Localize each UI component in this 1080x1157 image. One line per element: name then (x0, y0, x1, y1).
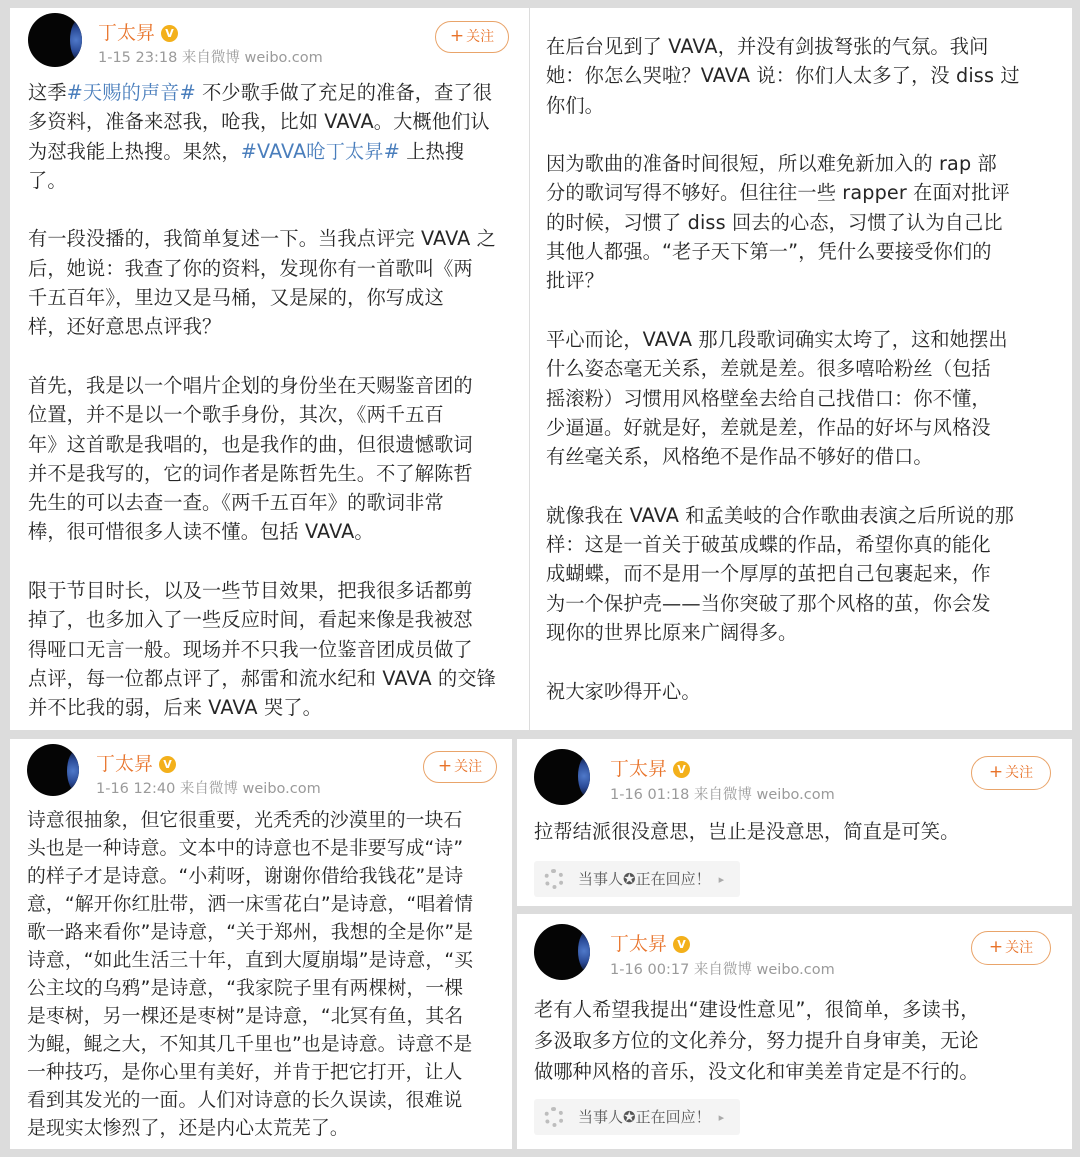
spinner-icon (544, 1107, 564, 1127)
text: 意，“解开你红肚带，洒一床雪花白”是诗意，“唱着情 (27, 894, 474, 915)
paragraph (28, 371, 496, 547)
post-header (517, 914, 1072, 980)
plus-icon: + (437, 756, 453, 776)
text: 样：这是一首关于破茧成蝶的作品，希望你真的能化 (546, 533, 991, 557)
post-card-2 (10, 739, 512, 1149)
text: 位置，并不是以一个歌手身份，其次，《两千五百 (28, 403, 444, 427)
text: 在后台见到了 VAVA，并没有剑拔弩张的气氛。我问 (546, 35, 989, 58)
paragraph (28, 576, 496, 722)
paragraph (546, 501, 1020, 647)
text: 是枣树，另一棵还是枣树”是诗意，“北冥有鱼，其名 (27, 1006, 464, 1027)
post-body (546, 32, 1020, 706)
text: 得哑口无言一般。现场并不只我一位鉴音团成员做了 (28, 637, 473, 661)
text: 有一段没播的，我简单复述一下。当我点评完 VAVA 之 (28, 227, 497, 251)
text: 为怼我能上热搜。果然， (28, 139, 241, 163)
text: 你们。 (546, 93, 605, 117)
text: 其他人都强。“老子天下第一”，凭什么要接受你们的 (546, 240, 992, 264)
paragraph (546, 677, 1020, 706)
avatar[interactable] (28, 13, 82, 67)
verified-badge-icon: V (673, 936, 690, 953)
text: 祝大家吵得开心。 (546, 679, 701, 703)
author-name[interactable] (96, 749, 176, 776)
text: 千五百年》，里边又是马桶，又是屎的，你写成这 (28, 286, 444, 310)
text: 并不是我写的，它的词作者是陈哲先生。不了解陈哲 (28, 461, 473, 485)
post-meta: 1-16 00:17 来自微博 weibo.com (610, 962, 835, 978)
paragraph (27, 807, 473, 1143)
avatar[interactable] (534, 924, 590, 980)
text: 了。 (28, 168, 67, 192)
text: 摇滚粉）习惯用风格壁垒去给自己找借口：你不懂， (546, 386, 991, 410)
post-body (27, 807, 473, 1143)
text: 上热搜 (399, 139, 465, 163)
text: 因为歌曲的准备时间很短，所以难免新加入的 rap 部 (546, 152, 997, 176)
author-name-text: 丁太昇 (610, 933, 668, 955)
post-card-1 (10, 8, 529, 730)
post-meta: 1-16 12:40 来自微博 weibo.com (96, 781, 321, 797)
follow-button[interactable] (971, 931, 1051, 965)
author-name-text: 丁太昇 (610, 758, 668, 780)
text: 公主坟的乌鸦”是诗意，“我家院子里有两棵树，一棵 (27, 978, 464, 999)
text: 首先，我是以一个唱片企划的身份坐在天赐鉴音团的 (28, 373, 473, 397)
text: 点评，每一位都点评了，郝雷和流水纪和 VAVA 的交锋 (28, 666, 497, 690)
post-card-4 (517, 914, 1072, 1149)
post-body (534, 994, 980, 1087)
text: 这季 (28, 81, 67, 104)
text: 有丝毫关系，风格绝不是作品不够好的借口。 (546, 445, 933, 469)
post-header (10, 8, 529, 74)
text: 分的歌词写得不够好。但往往一些 rapper 在面对批评 (546, 181, 1010, 205)
paragraph (534, 994, 980, 1087)
verified-badge-icon: V (673, 761, 690, 778)
reply-bar[interactable] (534, 1099, 740, 1135)
text: 看到其发光的一面。人们对诗意的长久误读，很难说 (27, 1090, 463, 1111)
hashtag-link[interactable]: #VAVA呛丁太昇# (240, 139, 400, 163)
text: 现你的世界比原来广阔得多。 (546, 620, 798, 644)
follow-label: 关注 (466, 29, 495, 45)
text: 少逼逼。好就是好，差就是差，作品的好坏与风格没 (546, 415, 991, 439)
follow-button[interactable] (423, 751, 497, 783)
reply-bar[interactable] (534, 861, 740, 897)
plus-icon: + (988, 762, 1004, 782)
author-name[interactable] (98, 18, 178, 45)
text: 头也是一种诗意。文本中的诗意也不是非要写成“诗” (27, 838, 464, 859)
author-name[interactable] (610, 929, 690, 956)
text: 的样子才是诗意。“小莉呀，谢谢你借给我钱花”是诗 (27, 866, 464, 887)
author-name[interactable] (610, 754, 690, 781)
avatar[interactable] (27, 744, 79, 796)
text: 棒，很可惜很多人读不懂。包括 VAVA。 (28, 520, 374, 544)
text: 就像我在 VAVA 和孟美岐的合作歌曲表演之后所说的那 (546, 503, 1015, 527)
verified-badge-icon: V (161, 25, 178, 42)
text: 诗意很抽象，但它很重要，光秃秃的沙漠里的一块石 (27, 810, 463, 831)
paragraph (546, 32, 1020, 120)
paragraph (546, 325, 1020, 471)
text: 平心而论，VAVA 那几段歌词确实太垮了，这和她摆出 (546, 327, 1008, 351)
post-header (517, 739, 1072, 805)
text: 多汲取多方位的文化养分，努力提升自身审美，无论 (534, 1029, 979, 1052)
text: 为鲲，鲲之大，不知其几千里也”也是诗意。诗意不是 (27, 1034, 473, 1055)
post-body (28, 78, 496, 723)
paragraph (28, 224, 496, 341)
hashtag-link[interactable]: #天赐的声音# (66, 81, 196, 104)
reply-bar-label: 当事人✪正在回应！ (578, 1108, 711, 1126)
text: 不少歌手做了充足的准备，查了很 (195, 81, 493, 104)
text: 老有人希望我提出“建设性意见”，很简单，多读书， (534, 998, 980, 1021)
text: 样，还好意思点评我？ (28, 315, 222, 339)
text: 什么姿态毫无关系，差就是差。很多嘻哈粉丝（包括 (546, 357, 991, 381)
avatar[interactable] (534, 749, 590, 805)
plus-icon: + (449, 26, 465, 46)
text: 歌一路来看你”是诗意，“关于郑州，我想的全是你”是 (27, 922, 474, 943)
author-name-text: 丁太昇 (96, 753, 154, 775)
text: 掉了，也多加入了一些反应时间，看起来像是我被怼 (28, 608, 473, 632)
spinner-icon (544, 869, 564, 889)
text: 批评？ (546, 269, 605, 293)
text: 她：你怎么哭啦？VAVA 说：你们人太多了，没 diss 过 (546, 64, 1020, 88)
follow-label: 关注 (454, 759, 483, 775)
paragraph (28, 78, 496, 195)
arrow-right-icon: ▸ (718, 1111, 725, 1124)
post-card-1-continued (530, 8, 1072, 730)
post-body (534, 817, 959, 846)
text: 成蝴蝶，而不是用一个厚厚的茧把自己包裹起来，作 (546, 562, 991, 586)
text: 做哪种风格的音乐，没文化和审美差肯定是不行的。 (534, 1060, 979, 1083)
post-card-3 (517, 739, 1072, 906)
text: 先生的可以去查一查。《两千五百年》的歌词非常 (28, 491, 444, 515)
follow-button[interactable] (971, 756, 1051, 790)
text: 并不比我的弱，后来 VAVA 哭了。 (28, 696, 322, 720)
text: 限于节目时长，以及一些节目效果，把我很多话都剪 (28, 579, 473, 603)
follow-label: 关注 (1005, 940, 1034, 956)
text: 多资料，准备来怼我，呛我，比如 VAVA。大概他们认 (28, 110, 490, 134)
arrow-right-icon: ▸ (718, 873, 725, 886)
post-meta: 1-15 23:18 来自微博 weibo.com (98, 50, 323, 66)
text: 诗意，“如此生活三十年，直到大厦崩塌”是诗意，“买 (27, 950, 474, 971)
post-header (10, 739, 512, 805)
text: 的时候，习惯了 diss 回去的心态，习惯了认为自己比 (546, 210, 1003, 234)
text: 一种技巧，是你心里有美好，并肯于把它打开，让人 (27, 1062, 463, 1083)
follow-button[interactable] (435, 21, 509, 53)
follow-label: 关注 (1005, 765, 1034, 781)
author-name-text: 丁太昇 (98, 22, 156, 44)
plus-icon: + (988, 937, 1004, 957)
text: 是现实太惨烈了，还是内心太荒芜了。 (27, 1118, 349, 1139)
post-meta: 1-16 01:18 来自微博 weibo.com (610, 787, 835, 803)
text: 年》这首歌是我唱的，也是我作的曲，但很遗憾歌词 (28, 432, 473, 456)
paragraph (546, 149, 1020, 295)
reply-bar-label: 当事人✪正在回应！ (578, 870, 711, 888)
text: 为一个保护壳——当你突破了那个风格的茧，你会发 (546, 591, 991, 615)
verified-badge-icon: V (159, 756, 176, 773)
paragraph: 拉帮结派很没意思，岂止是没意思，简直是可笑。 (534, 820, 960, 843)
text: 后，她说：我查了你的资料，发现你有一首歌叫《两 (28, 256, 473, 280)
